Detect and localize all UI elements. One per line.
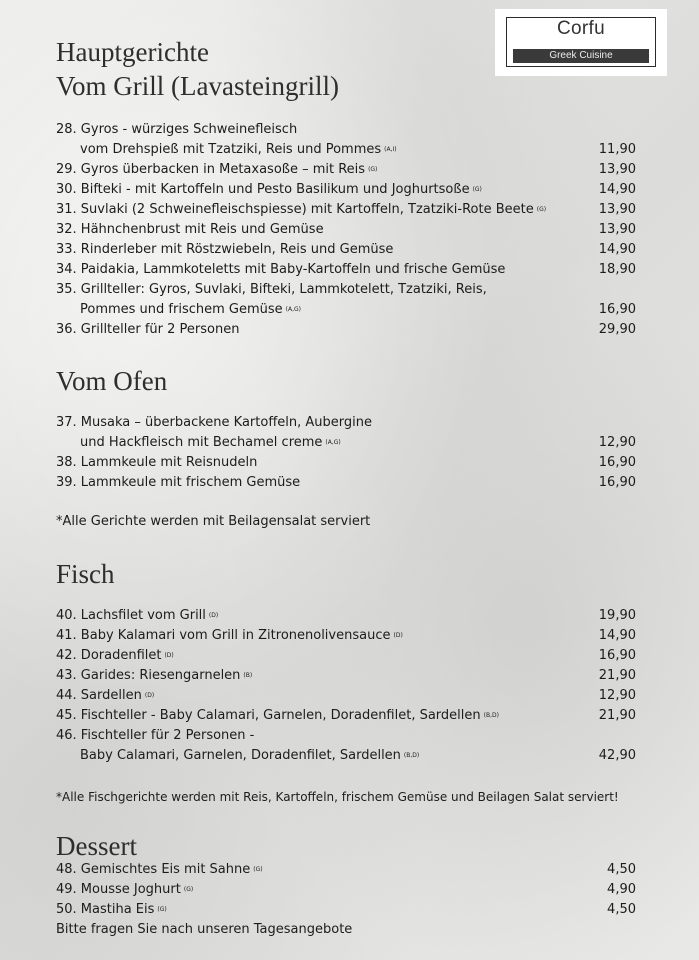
menu-item-price: 14,90 — [598, 628, 636, 643]
menu-item — [56, 320, 636, 340]
menu-item — [56, 860, 636, 880]
menu-item — [56, 606, 636, 626]
section-heading-fisch: Fisch — [56, 559, 115, 589]
menu-item-price: 14,90 — [598, 182, 636, 197]
logo — [495, 9, 667, 76]
menu-item-name: 46. Fischteller für 2 Personen - — [56, 728, 255, 743]
menu-item-price: 13,90 — [598, 202, 636, 217]
menu-item-name: 33. Rinderleber mit Röstzwiebeln, Reis und Gemüse — [56, 242, 394, 257]
section-heading-main: Hauptgerichte — [56, 37, 209, 67]
menu-item-price: 13,90 — [598, 222, 636, 237]
section-heading-dessert: Dessert — [56, 831, 137, 861]
menu-item — [56, 900, 636, 920]
menu-item-name: 41. Baby Kalamari vom Grill in Zitronenolivensauce — [56, 628, 391, 643]
allergen-code: (A,I) — [384, 146, 397, 153]
menu-item — [56, 746, 636, 766]
menu-item-name: 48. Gemischtes Eis mit Sahne — [56, 862, 251, 877]
allergen-code: (G) — [536, 206, 547, 213]
menu-item-name: Baby Calamari, Garnelen, Doradenfilet, Sardellen — [80, 748, 401, 763]
menu-item-price: 14,90 — [598, 242, 636, 257]
menu-item-name: 29. Gyros überbacken in Metaxasoße – mit Reis — [56, 162, 366, 177]
menu-item — [56, 120, 636, 140]
allergen-code: (B) — [243, 672, 253, 679]
menu-item-price: 21,90 — [598, 708, 636, 723]
allergen-code: (G) — [368, 166, 378, 173]
menu-item — [56, 646, 636, 666]
section-note-fisch: *Alle Fischgerichte werden mit Reis, Kartoffeln, frischem Gemüse und Beilagen Salat serviert! — [56, 790, 619, 804]
menu-item-name: 35. Grillteller: Gyros, Suvlaki, Bifteki, Lammkotelett, Tzatziki, Reis, — [56, 282, 487, 297]
menu-item-price: 4,90 — [607, 882, 636, 897]
menu-item-name: und Hackfleisch mit Bechamel creme — [80, 435, 323, 450]
menu-item-name: 34. Paidakia, Lammkoteletts mit Baby-Kartoffeln und frische Gemüse — [56, 262, 506, 277]
menu-item-price: 11,90 — [598, 142, 636, 157]
menu-item — [56, 706, 636, 726]
menu-item-name: 44. Sardellen — [56, 688, 142, 703]
allergen-code: (A,G) — [325, 439, 341, 446]
menu-item-price: 21,90 — [598, 668, 636, 683]
menu-item-price: 12,90 — [598, 688, 636, 703]
menu-item-name: 49. Mousse Joghurt — [56, 882, 181, 897]
menu-item — [56, 880, 636, 900]
menu-item — [56, 220, 636, 240]
allergen-code: (D) — [393, 632, 403, 639]
menu-item-name: 39. Lammkeule mit frischem Gemüse — [56, 475, 301, 490]
menu-item-name: 42. Doradenfilet — [56, 648, 162, 663]
menu-item-name: 30. Bifteki - mit Kartoffeln und Pesto Basilikum und Joghurtsoße — [56, 182, 470, 197]
menu-item-name: vom Drehspieß mit Tzatziki, Reis und Pommes — [80, 142, 382, 157]
allergen-code: (B,D) — [403, 752, 420, 759]
allergen-code: (G) — [472, 186, 482, 193]
menu-item — [56, 240, 636, 260]
menu-item-name: 37. Musaka – überbackene Kartoffeln, Aubergine — [56, 415, 372, 430]
menu-item-price: 29,90 — [598, 322, 636, 337]
menu-item-price: 12,90 — [598, 435, 636, 450]
menu-item-name: 50. Mastiha Eis — [56, 902, 155, 917]
menu-item — [56, 413, 636, 433]
menu-item — [56, 280, 636, 300]
allergen-code: (D) — [144, 692, 155, 699]
allergen-code: (B,D) — [483, 712, 499, 719]
menu-item — [56, 180, 636, 200]
menu-item-price: 19,90 — [598, 608, 636, 623]
menu-item-name: 40. Lachsfilet vom Grill — [56, 608, 206, 623]
allergen-code: (D) — [208, 612, 219, 619]
logo-name: Corfu — [557, 18, 605, 39]
menu-item — [56, 473, 636, 493]
menu-item-name: 31. Suvlaki (2 Schweinefleischspiesse) mit Kartoffeln, Tzatziki-Rote Beete — [56, 202, 534, 217]
menu-item-name: 36. Grillteller für 2 Personen — [56, 322, 240, 337]
allergen-code: (D) — [164, 652, 174, 659]
menu-item — [56, 140, 636, 160]
menu-item-price: 16,90 — [598, 455, 636, 470]
allergen-code: (G) — [157, 906, 167, 913]
menu-item — [56, 160, 636, 180]
menu-item-name: 38. Lammkeule mit Reisnudeln — [56, 455, 258, 470]
allergen-code: (G) — [183, 886, 194, 893]
menu-item — [56, 260, 636, 280]
menu-item-name: 28. Gyros - würziges Schweinefleisch — [56, 122, 298, 137]
section-heading-ofen: Vom Ofen — [56, 366, 168, 396]
menu-item — [56, 666, 636, 686]
allergen-code: (A,G) — [285, 306, 301, 313]
menu-item-price: 18,90 — [598, 262, 636, 277]
menu-item-price: 42,90 — [598, 748, 636, 763]
menu-item — [56, 453, 636, 473]
menu-item — [56, 686, 636, 706]
menu-item-name: 32. Hähnchenbrust mit Reis und Gemüse — [56, 222, 324, 237]
menu-item-price: 13,90 — [598, 162, 636, 177]
menu-item — [56, 200, 636, 220]
menu-item-price: 4,50 — [607, 862, 636, 877]
menu-item-price: 16,90 — [598, 302, 636, 317]
menu-item-price: 16,90 — [598, 648, 636, 663]
menu-item-name: 45. Fischteller - Baby Calamari, Garnelen, Doradenfilet, Sardellen — [56, 708, 481, 723]
allergen-code: (G) — [253, 866, 263, 873]
section-note-ofen: *Alle Gerichte werden mit Beilagensalat serviert — [56, 514, 371, 529]
menu-item-name: 43. Garides: Riesengarnelen — [56, 668, 241, 683]
daily-offers-note: Bitte fragen Sie nach unseren Tagesangebote — [56, 922, 353, 937]
menu-item — [56, 726, 636, 746]
menu-item-price: 16,90 — [598, 475, 636, 490]
menu-item — [56, 300, 636, 320]
menu-item — [56, 626, 636, 646]
logo-tagline: Greek Cuisine — [513, 49, 649, 63]
menu-item — [56, 433, 636, 453]
menu-item-price: 4,50 — [607, 902, 636, 917]
section-heading-grill: Vom Grill (Lavasteingrill) — [56, 71, 339, 101]
menu-item-name: Pommes und frischem Gemüse — [80, 302, 283, 317]
